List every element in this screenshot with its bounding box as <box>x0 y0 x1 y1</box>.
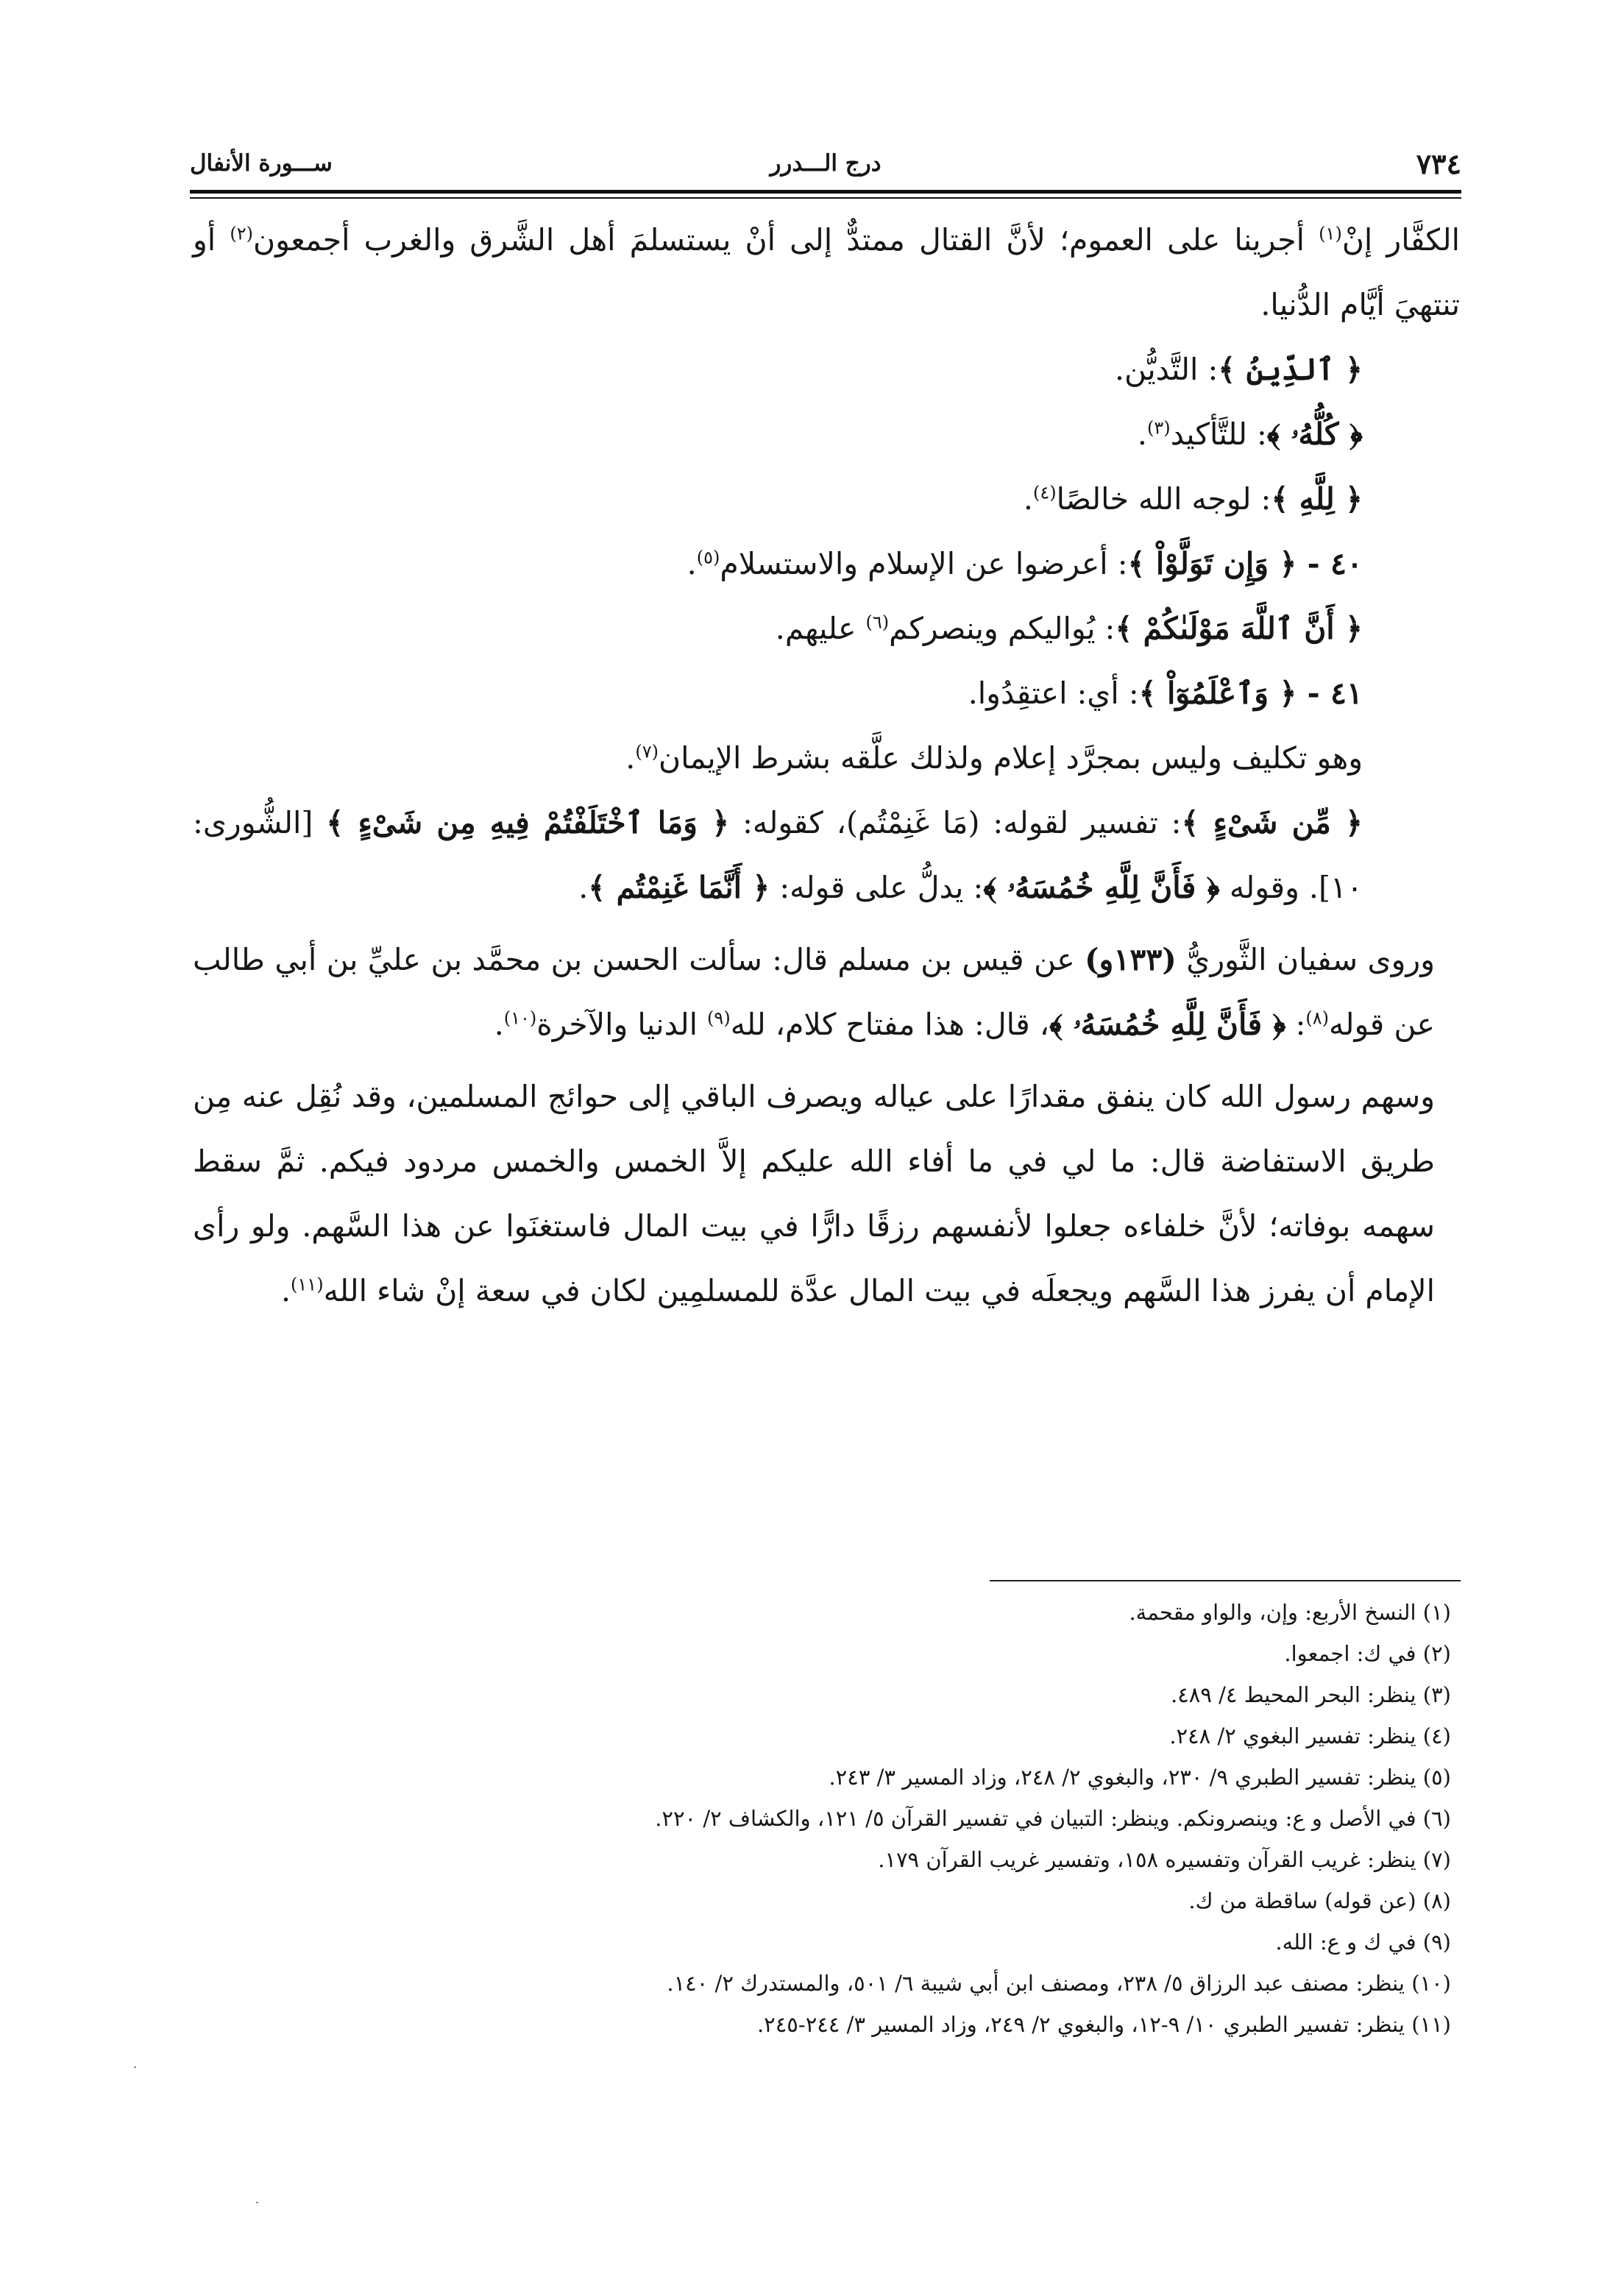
footnote-2: (٢) في ك: اجمعوا. <box>1284 1641 1451 1666</box>
gloss-line-kulluhu: ﴿ كُلُّهُۥ ﴾: للتَّأكيد$^{(٣)}$. <box>1137 417 1363 452</box>
footnote-ref: (٧) <box>635 741 659 762</box>
verse-number: ٤٠ - <box>1297 546 1363 581</box>
footnote-7: (٧) ينظر: غريب القرآن وتفسيره ١٥٨، وتفسير غريب القرآن ١٧٩. <box>878 1847 1451 1872</box>
quran-term: ﴿ وَإِن تَوَلَّوْاْ ﴾ <box>1127 546 1297 581</box>
quran-term: ﴿ وَمَا ٱخْتَلَفْتُمْ فِيهِ مِن شَىْءٍ ﴾ <box>326 805 730 840</box>
footnote-ref: (١٠) <box>503 1007 537 1029</box>
quran-term: ﴿ مِّن شَىْءٍ ﴾ <box>1181 805 1363 840</box>
verse-number: ٤١ - <box>1297 676 1363 711</box>
footnote-8: (٨) (عن قوله) ساقطة من ك. <box>1188 1888 1451 1913</box>
footnote-ref: (٤) <box>1032 482 1057 503</box>
scan-speck <box>256 2202 258 2203</box>
footnote-3: (٣) ينظر: البحر المحيط ٤/ ٤٨٩. <box>1170 1682 1451 1707</box>
footnote-5: (٥) ينظر: تفسير الطبري ٩/ ٢٣٠، والبغوي ٢/ ٢٤٨، وزاد المسير ٣/ ٢٤٣. <box>829 1765 1451 1790</box>
footnote-ref: (٨) <box>1305 1007 1330 1029</box>
verse-40-line: ٤٠ - ﴿ وَإِن تَوَلَّوْاْ ﴾: أعرضوا عن الإسلام والاستسلام$^{(٥)}$. <box>687 546 1363 581</box>
footnote-11: (١١) ينظر: تفسير الطبري ١٠/ ٩-١٢، والبغوي ٢/ ٢٤٩، وزاد المسير ٣/ ٢٤٤-٢٤٥. <box>756 2012 1451 2037</box>
scan-speck <box>134 2066 136 2068</box>
footnote-separator <box>990 1580 1461 1581</box>
quran-term: ﴿ فَأَنَّ لِلَّهِ خُمُسَهُۥ ﴾ <box>1049 1007 1286 1042</box>
footnote-ref: (٢) <box>230 223 253 244</box>
verse-41-line: ٤١ - ﴿ وَٱعْلَمُوٓاْ ﴾: أي: اعتقِدُوا. <box>968 676 1363 711</box>
surah-title: ســـورة الأنفال <box>190 150 333 177</box>
quran-term: ﴿ لِلَّهِ ﴾ <box>1271 481 1363 517</box>
footnote-9: (٩) في ك و ع: الله. <box>1275 1930 1451 1955</box>
quran-term: ﴿ فَأَنَّ لِلَّهِ خُمُسَهُۥ ﴾ <box>983 870 1220 905</box>
footnote-ref: (٩) <box>707 1007 731 1029</box>
footnote-ref: (١١) <box>291 1274 324 1295</box>
quran-term: ﴿ أَنَّ ٱللَّهَ مَوْلَىٰكُمْ ﴾ <box>1115 611 1363 646</box>
header-rule-thin <box>190 197 1461 199</box>
running-header <box>190 147 1461 185</box>
quran-term: ﴿ ٱلدِّينُ ﴾ <box>1218 352 1363 387</box>
page-number: ٧٣٤ <box>1416 147 1461 180</box>
footnotes <box>368 1592 1451 2045</box>
paragraph-opening: الكفَّار إنْ$^{(١)}$ أجرينا على العموم؛ لأنَّ القتال ممتدٌّ إلى أنْ يستسلمَ أهل الشَّرق والغرب أجمعون$^{(٢)}$ أو تنتهيَ أيَّام الدُّنيا. <box>193 222 1460 322</box>
header-rule-thick <box>190 190 1461 194</box>
footnote-ref: (٣) <box>1146 417 1171 439</box>
quran-term: ﴿ كُلُّهُۥ ﴾ <box>1266 417 1363 452</box>
footnote-ref: (٦) <box>865 612 890 633</box>
footnote-10: (١٠) ينظر: مصنف عبد الرزاق ٥/ ٢٣٨، ومصنف ابن أبي شيبة ٦/ ٥٠١، والمستدرك ٢/ ١٤٠. <box>667 1971 1451 1996</box>
gloss-line-lillah: ﴿ لِلَّهِ ﴾: لوجه الله خالصًا$^{(٤)}$. <box>1023 481 1363 517</box>
quran-term: ﴿ وَٱعْلَمُوٓاْ ﴾ <box>1138 676 1297 711</box>
paragraph-sufyan: وروى سفيان الثَّوريُّ (١٣٣و) عن قيس بن مسلم قال: سألت الحسن بن محمَّد بن عليِّ بن أبي طالب عن قوله$^{(٨)}$: ﴿ فَأَنَّ لِلَّهِ خُمُسَهُۥ ﴾، قال: هذا مفتاح كلام، لله$^{(٩)}$ الدنيا والآخرة$^{(١٠)}$. <box>193 942 1435 1042</box>
footnote-6: (٦) في الأصل و ع: وينصرونكم. وينظر: التبيان في تفسير القرآن ٥/ ١٢١، والكشاف ٢/ ٢٢٠. <box>655 1806 1451 1831</box>
paragraph-min-shay: ﴿ مِّن شَىْءٍ ﴾: تفسير لقوله: (مَا غَنِمْتُم)، كقوله: ﴿ وَمَا ٱخْتَلَفْتُمْ فِيهِ مِن شَىْءٍ ﴾ [الشُّورى: ١٠]. وقوله ﴿ فَأَنَّ لِلَّهِ خُمُسَهُۥ ﴾: يدلُّ على قوله: ﴿ أَنَّمَا غَنِمْتُم ﴾. <box>193 805 1363 905</box>
footnote-ref: (٥) <box>696 547 720 568</box>
footnote-1: (١) النسخ الأربع: وإن، والواو مقحمة. <box>1129 1600 1451 1625</box>
quran-term: ﴿ أَنَّمَا غَنِمْتُم ﴾ <box>588 870 770 905</box>
main-text <box>193 208 1460 1323</box>
footnote-ref: (١) <box>1319 223 1342 244</box>
gloss-line-din: ﴿ ٱلدِّينُ ﴾: التَّديُّن. <box>1115 352 1363 387</box>
manuscript-folio-marker: (١٣٣و) <box>1085 942 1177 977</box>
paragraph-taklif: وهو تكليف وليس بمجرَّد إعلام ولذلك علَّقه بشرط الإيمان$^{(٧)}$. <box>625 740 1363 776</box>
paragraph-sahm-rasul: وسهم رسول الله كان ينفق مقدارًا على عياله ويصرف الباقي إلى حوائج المسلمين، وقد نُقِل عنه مِن طريق الاستفاضة قال: ما لي في ما أفاء الله عليكم إلاَّ الخمس والخمس مردود فيكم. ثمَّ سقط سهمه بوفاته؛ لأنَّ خلفاءه جعلوا لأنفسهم رزقًا دارًّا في بيت المال فاستغنَوا عن هذا السَّهم. ولو رأى الإمام أن يفرز هذا السَّهم ويجعلَه في بيت المال عدَّة للمسلمِين لكان في سعة إنْ شاء الله$^{(١١)}$. <box>193 1079 1435 1308</box>
book-title: درج الـــدرر <box>770 150 882 177</box>
gloss-line-mawlakum: ﴿ أَنَّ ٱللَّهَ مَوْلَىٰكُمْ ﴾: يُواليكم وينصركم$^{(٦)}$ عليهم. <box>775 611 1363 646</box>
footnote-4: (٤) ينظر: تفسير البغوي ٢/ ٢٤٨. <box>1169 1723 1451 1748</box>
